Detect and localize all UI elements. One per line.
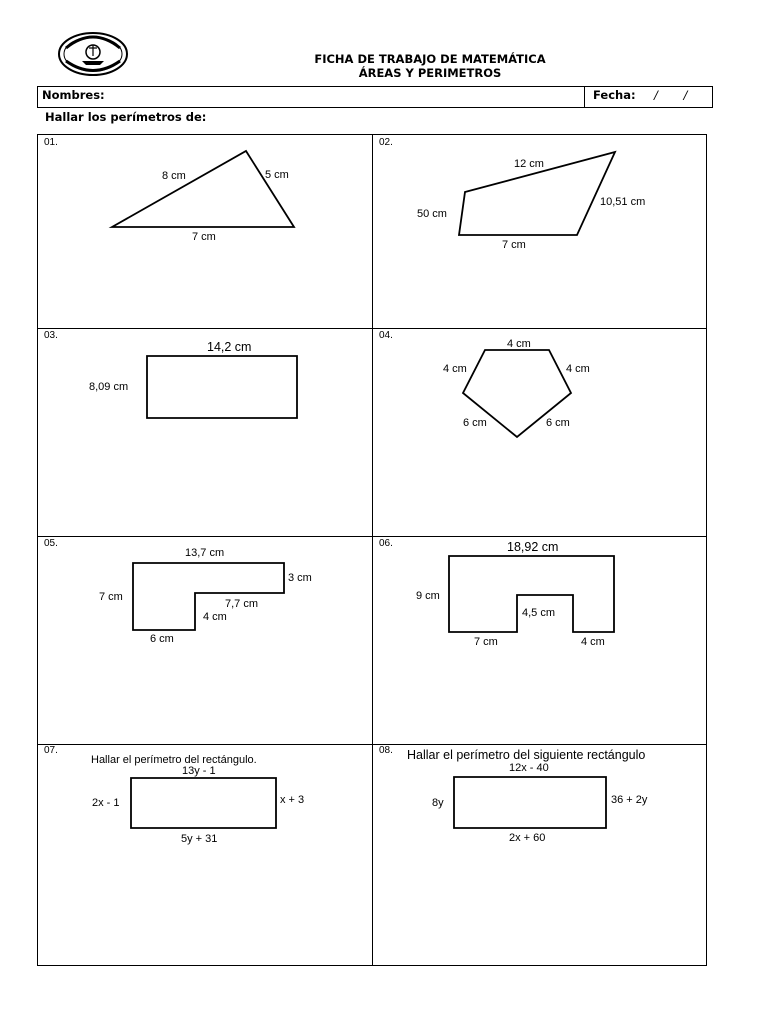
problem-number: 04.: [379, 330, 393, 341]
fecha-value: / /: [654, 88, 688, 102]
worksheet-title: FICHA DE TRABAJO DE MATEMÁTICA: [314, 52, 546, 66]
side-label: 7 cm: [502, 239, 526, 251]
fecha-label: Fecha:: [593, 88, 636, 102]
instruction: Hallar los perímetros de:: [45, 110, 207, 124]
side-label: 4 cm: [566, 363, 590, 375]
side-label: 4,5 cm: [522, 607, 556, 619]
side-label: 4 cm: [581, 636, 605, 648]
algebra-rectangle-07: [131, 778, 276, 828]
side-label: 36 + 2y: [611, 794, 648, 806]
side-label: 50 cm: [417, 208, 447, 220]
side-label: 5y + 31: [181, 833, 218, 845]
nombres-label: Nombres:: [42, 88, 105, 102]
worksheet-subtitle: ÁREAS Y PERIMETROS: [358, 66, 502, 80]
problem-number: 03.: [44, 330, 58, 341]
side-label: 18,92 cm: [507, 540, 559, 554]
problem-prompt: Hallar el perímetro del rectángulo.: [91, 754, 257, 766]
side-label: 2x + 60: [509, 832, 546, 844]
side-label: 7 cm: [474, 636, 498, 648]
problem-number: 05.: [44, 538, 58, 549]
problem-number: 01.: [44, 137, 58, 148]
side-label: 8 cm: [162, 170, 186, 182]
side-label: x + 3: [280, 794, 305, 806]
side-label: 6 cm: [546, 417, 570, 429]
side-label: 10,51 cm: [600, 196, 646, 208]
problem-number: 06.: [379, 538, 393, 549]
side-label: 2x - 1: [92, 797, 120, 809]
side-label: 7,7 cm: [225, 598, 259, 610]
side-label: 6 cm: [150, 633, 174, 645]
rectangle-figure: [147, 356, 297, 418]
side-label: 12 cm: [514, 158, 544, 170]
side-label: 7 cm: [192, 231, 216, 243]
side-label: 7 cm: [99, 591, 123, 603]
side-label: 6 cm: [463, 417, 487, 429]
side-label: 4 cm: [507, 338, 531, 350]
problem-number: 07.: [44, 745, 58, 756]
u-shape-figure: [449, 556, 614, 632]
problem-prompt: Hallar el perímetro del siguiente rectángulo: [407, 748, 646, 762]
side-label: 12x - 40: [509, 762, 549, 774]
side-label: 13y - 1: [182, 765, 216, 777]
side-label: 8y: [432, 797, 444, 809]
algebra-rectangle-08: [454, 777, 606, 828]
side-label: 9 cm: [416, 590, 440, 602]
problem-number: 08.: [379, 745, 393, 756]
side-label: 3 cm: [288, 572, 312, 584]
side-label: 4 cm: [203, 611, 227, 623]
triangle-figure: [112, 151, 294, 227]
side-label: 14,2 cm: [207, 340, 252, 354]
side-label: 4 cm: [443, 363, 467, 375]
side-label: 13,7 cm: [185, 547, 225, 559]
problem-number: 02.: [379, 137, 393, 148]
side-label: 8,09 cm: [89, 381, 129, 393]
side-label: 5 cm: [265, 169, 289, 181]
